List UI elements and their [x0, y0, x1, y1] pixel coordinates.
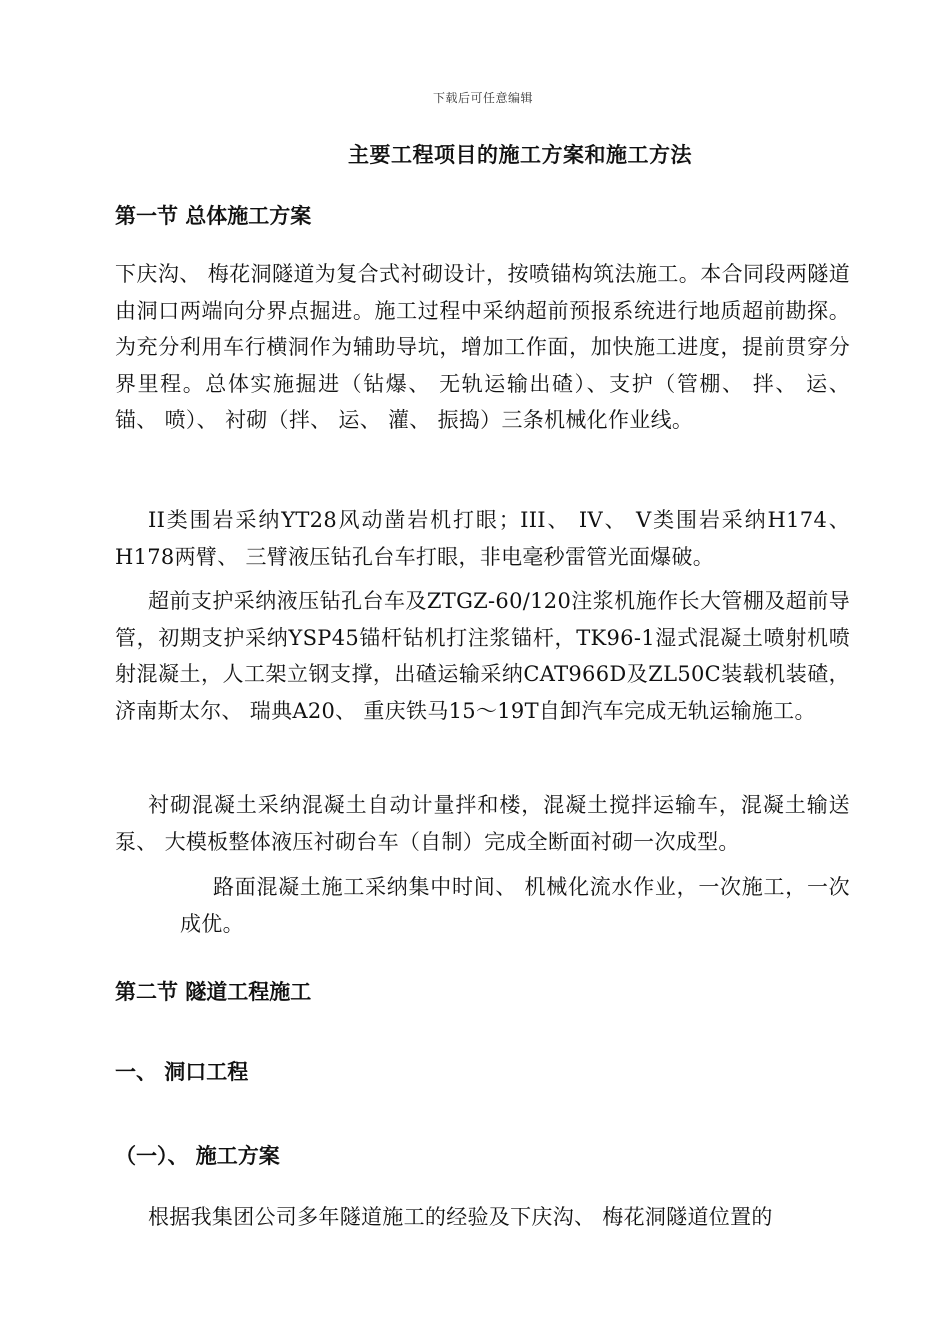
paragraph-lining: 衬砌混凝土采纳混凝土自动计量拌和楼，混凝土搅拌运输车，混凝土输送泵、 大模板整体液压衬砌台车（自制）完成全断面衬砌一次成型。 — [115, 793, 850, 854]
section-heading-2: 第二节 隧道工程施工 — [115, 979, 312, 1004]
paragraph-overview: 下庆沟、 梅花洞隧道为复合式衬砌设计，按喷锚构筑法施工。本合同段两隧道由洞口两端向分界点掘进。施工过程中采纳超前预报系统进行地质超前勘探。为充分利用车行横洞作为辅助导坑，增加工作面，加快施工进度，提前贯穿分界里程。总体实施掘进（钻爆、 无轨运输出碴）、支护（管棚、 拌、 运、 锚、 喷）、 衬砌（拌、 运、 灌、 振捣）三条机械化作业线。 — [115, 262, 850, 432]
paragraph-support: 超前支护采纳液压钻孔台车及ZTGZ-60/120注浆机施作长大管棚及超前导管，初期支护采纳YSP45锚杆钻机打注浆锚杆，TK96-1湿式混凝土喷射机喷射混凝土，人工架立钢支撑，出碴运输采纳CAT966D及ZL50C装载机装碴，济南斯太尔、 瑞典A20、 重庆铁马15～19T自卸汽车完成无轨运输施工。 — [115, 589, 850, 723]
subheading-plan: （一）、 施工方案 — [115, 1143, 280, 1168]
paragraph-drilling: II类围岩采纳YT28风动凿岩机打眼；III、 IV、 V类围岩采纳H174、 H178两臂、 三臂液压钻孔台车打眼，非电毫秒雷管光面爆破。 — [115, 508, 850, 569]
paragraph-road: 路面混凝土施工采纳集中时间、 机械化流水作业，一次施工，一次成优。 — [180, 875, 850, 936]
paragraph-basis: 根据我集团公司多年隧道施工的经验及下庆沟、 梅花洞隧道位置的 — [148, 1205, 773, 1229]
document-title: 主要工程项目的施工方案和施工方法 — [348, 142, 692, 167]
subheading-portal: 一、 洞口工程 — [115, 1059, 249, 1084]
header-note: 下载后可任意编辑 — [432, 91, 533, 105]
section-heading-1: 第一节 总体施工方案 — [115, 203, 312, 228]
